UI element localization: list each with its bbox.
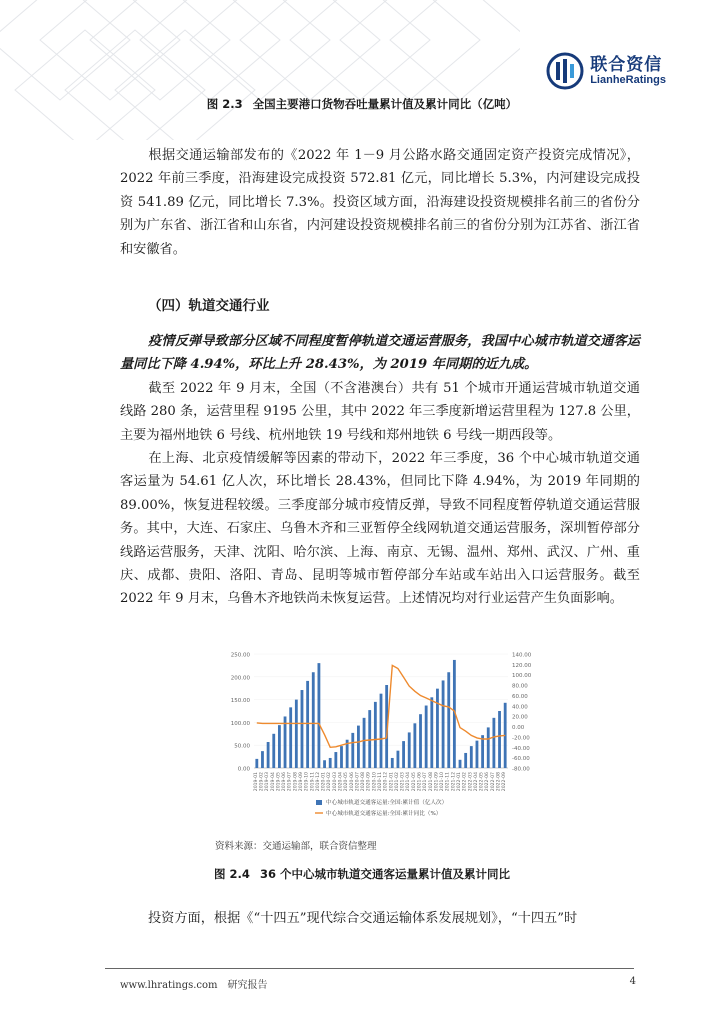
- bar: [413, 723, 416, 768]
- ridership-chart-svg: [208, 646, 544, 836]
- x-tick-label: 2020-08: [361, 772, 367, 792]
- figure-2-3-caption: [0, 96, 724, 112]
- bar: [295, 700, 298, 768]
- bar: [442, 680, 445, 768]
- bar: [312, 672, 315, 768]
- x-tick-label: 2020-03: [332, 772, 338, 792]
- paragraph-investment: 根据交通运输部发布的《2022 年 1－9 月公路水路交通固定资产投资完成情况》，2022 年前三季度，沿海建设完成投资 572.81 亿元，同比增长 5.3%，内河建设完成投资 541.89 亿元，同比增长 7.3%。投资区域方面，沿海建设投资规模排名前三的省份分别为广东省、浙江省和山东省，内河建设投资规模排名前三的省份分别为江苏省、浙江省和安徽省。: [120, 148, 640, 257]
- bar: [278, 725, 281, 768]
- bar: [447, 672, 450, 768]
- bar: [318, 663, 321, 768]
- bar: [397, 751, 400, 768]
- bar: [402, 741, 405, 768]
- x-tick-label: 2019-12: [315, 772, 321, 792]
- paragraph-ridership: 在上海、北京疫情缓解等因素的带动下，2022 年三季度，36 个中心城市轨道交通客运量为 54.61 亿人次，环比增长 28.43%，但同比下降 4.94%，为 2019 年同期的 89.00%，恢复进程较缓。三季度部分城市疫情反弹，导致不同程度暂停轨道交通运营服务。其中，大连、石家庄、乌鲁木齐和三亚暂停全线网轨道交通运营服务，深圳暂停部分线路运营服务，天津、沈阳、哈尔滨、上海、南京、无锡、温州、郑州、武汉、广州、重庆、成都、贵阳、洛阳、青岛、昆明等城市暂停部分车站或车站出入口运营服务。截至 2022 年 9 月末，乌鲁木齐地铁尚未恢复运营。上述情况均对行业运营产生负面影响。: [120, 451, 640, 607]
- footer-divider: [105, 968, 634, 969]
- x-tick-label: 2021-01: [389, 772, 395, 792]
- source-note: 资料来源：交通运输部，联合资信整理: [215, 841, 377, 852]
- bar: [323, 760, 326, 768]
- bar: [340, 746, 343, 768]
- x-tick-label: 2022-09: [502, 772, 508, 792]
- x-tick-label: 2019-10: [304, 772, 310, 792]
- x-tick-label: 2019-08: [293, 772, 299, 792]
- x-tick-label: 2021-11: [445, 772, 451, 792]
- x-tick-label: 2021-03: [400, 772, 406, 792]
- legend-swatch-bars: [316, 800, 322, 805]
- bar: [436, 689, 439, 768]
- x-tick-label: 2022-05: [479, 772, 485, 792]
- bar: [357, 726, 360, 768]
- bar: [334, 752, 337, 768]
- x-tick-label: 2019-07: [287, 772, 293, 792]
- left-axis-tick-label: 150.00: [230, 698, 250, 705]
- x-tick-label: 2020-07: [355, 772, 361, 792]
- figure-number: 图 2.3: [206, 97, 243, 111]
- left-axis-tick-label: 0.00: [237, 766, 250, 773]
- x-tick-label: 2021-09: [434, 772, 440, 792]
- x-tick-label: 2020-02: [327, 772, 333, 792]
- lianhe-logo: [546, 52, 666, 90]
- bar: [380, 694, 383, 768]
- figure-title: 全国主要港口货物吞吐量累计值及累计同比（亿吨）: [252, 97, 518, 111]
- legend-label-bars: 中心城市轨道交通客运量:全国:累计值（亿人次）: [326, 800, 448, 806]
- x-tick-label: 2022-03: [468, 772, 474, 792]
- x-tick-label: 2021-08: [428, 772, 434, 792]
- paragraph-planning: 投资方面，根据《“十四五”现代综合交通运输体系发展规划》，“十四五”时: [148, 911, 578, 926]
- figure-number: 图 2.4: [214, 867, 250, 881]
- right-axis-tick-label: -60.00: [512, 756, 530, 763]
- x-tick-label: 2021-04: [406, 772, 412, 792]
- bar: [419, 714, 422, 768]
- x-tick-label: 2020-01: [321, 772, 327, 792]
- bar: [459, 760, 462, 768]
- bar: [363, 718, 366, 768]
- bar: [272, 734, 275, 768]
- x-tick-label: 2022-04: [473, 772, 479, 792]
- page-number: 4: [629, 976, 636, 987]
- figure-2-4-caption: [0, 866, 724, 882]
- x-tick-label: 2022-01: [457, 772, 463, 792]
- bar: [408, 732, 411, 768]
- right-axis-tick-label: -80.00: [512, 766, 530, 773]
- figure-title: 36 个中心城市轨道交通客运量累计值及累计同比: [259, 867, 510, 881]
- x-tick-label: 2021-12: [451, 772, 457, 792]
- bar: [301, 690, 304, 768]
- right-axis-tick-label: 120.00: [512, 662, 532, 669]
- x-tick-label: 2019-02: [259, 772, 265, 792]
- x-tick-label: 2019-09: [298, 772, 304, 792]
- right-axis-tick-label: 140.00: [512, 652, 532, 659]
- section-title: （四）轨道交通行业: [148, 298, 270, 314]
- x-tick-label: 2019-05: [276, 772, 282, 792]
- bar: [470, 746, 473, 768]
- right-axis-tick-label: 80.00: [512, 683, 528, 690]
- bar: [430, 697, 433, 768]
- right-axis-tick-label: 0.00: [512, 725, 525, 732]
- x-tick-label: 2019-06: [282, 772, 288, 792]
- x-tick-label: 2019-03: [265, 772, 271, 792]
- x-tick-label: 2020-06: [349, 772, 355, 792]
- x-tick-label: 2020-04: [338, 772, 344, 792]
- bar: [306, 681, 309, 768]
- x-tick-label: 2020-11: [378, 772, 383, 792]
- right-axis-tick-label: 40.00: [512, 704, 528, 711]
- x-tick-label: 2022-07: [490, 772, 496, 792]
- logo-english-name: LianheRatings: [590, 74, 666, 87]
- bar: [255, 759, 258, 768]
- footer-url[interactable]: www.lhratings.com: [120, 980, 218, 991]
- right-axis-tick-label: 100.00: [512, 673, 532, 680]
- right-axis-tick-label: -40.00: [512, 745, 530, 752]
- bar: [289, 707, 292, 768]
- paragraph-operations: 截至 2022 年 9 月末，全国（不含港澳台）共有 51 个城市开通运营城市轨道交通线路 280 条，运营里程 9195 公里，其中 2022 年三季度新增运营里程为 127.8 公里，主要为福州地铁 6 号线、杭州地铁 19 号线和郑州地铁 6 号线一期西段等。: [120, 381, 640, 443]
- x-tick-label: 2020-10: [372, 772, 378, 792]
- lianhe-logo-icon: [546, 52, 584, 90]
- bar: [374, 702, 377, 768]
- left-axis-tick-label: 250.00: [230, 652, 250, 659]
- bar: [329, 758, 332, 768]
- x-tick-label: 2019-01: [253, 772, 259, 792]
- bar: [487, 727, 490, 768]
- x-tick-label: 2022-06: [485, 772, 491, 792]
- x-tick-label: 2020-09: [366, 772, 372, 792]
- bar: [481, 735, 484, 768]
- ridership-chart: [208, 646, 544, 836]
- right-axis-tick-label: 60.00: [512, 693, 528, 700]
- bar: [464, 753, 467, 768]
- right-axis-tick-label: 20.00: [512, 714, 528, 721]
- x-tick-label: 2022-02: [462, 772, 468, 792]
- x-tick-label: 2021-06: [417, 772, 423, 792]
- left-axis-tick-label: 100.00: [230, 720, 250, 727]
- footer-left: [120, 976, 268, 991]
- x-tick-label: 2021-10: [440, 772, 446, 792]
- x-tick-label: 2021-02: [394, 772, 400, 792]
- left-axis-tick-label: 50.00: [234, 743, 250, 750]
- x-tick-label: 2021-07: [423, 772, 429, 792]
- paragraph-summary-bold: 疫情反弹导致部分区域不同程度暂停轨道交通运营服务，我国中心城市轨道交通客运量同比下降 4.94%，环比上升 28.43%，为 2019 年同期的近九成。: [120, 334, 640, 373]
- bar: [492, 718, 495, 768]
- x-tick-label: 2020-12: [383, 772, 389, 792]
- bar: [351, 733, 354, 768]
- bar: [391, 758, 394, 768]
- x-tick-label: 2021-05: [411, 772, 417, 792]
- logo-chinese-name: 联合资信: [590, 54, 663, 75]
- bar: [425, 706, 428, 768]
- x-tick-label: 2019-04: [270, 772, 276, 792]
- corner-decoration: [0, 0, 520, 140]
- bar: [284, 716, 287, 768]
- bar: [498, 711, 501, 768]
- bar: [267, 742, 270, 768]
- footer-label: 研究报告: [227, 980, 268, 991]
- left-axis-tick-label: 200.00: [230, 675, 250, 682]
- x-tick-label: 2022-08: [496, 772, 502, 792]
- legend-label-line: 中心城市轨道交通客运量:全国:累计同比（%）: [326, 811, 442, 817]
- bar: [368, 710, 371, 768]
- bar: [261, 751, 264, 768]
- x-tick-label: 2020-05: [344, 772, 350, 792]
- x-tick-label: 2019-11: [310, 772, 316, 792]
- bar: [476, 741, 479, 768]
- right-axis-tick-label: -20.00: [512, 735, 530, 742]
